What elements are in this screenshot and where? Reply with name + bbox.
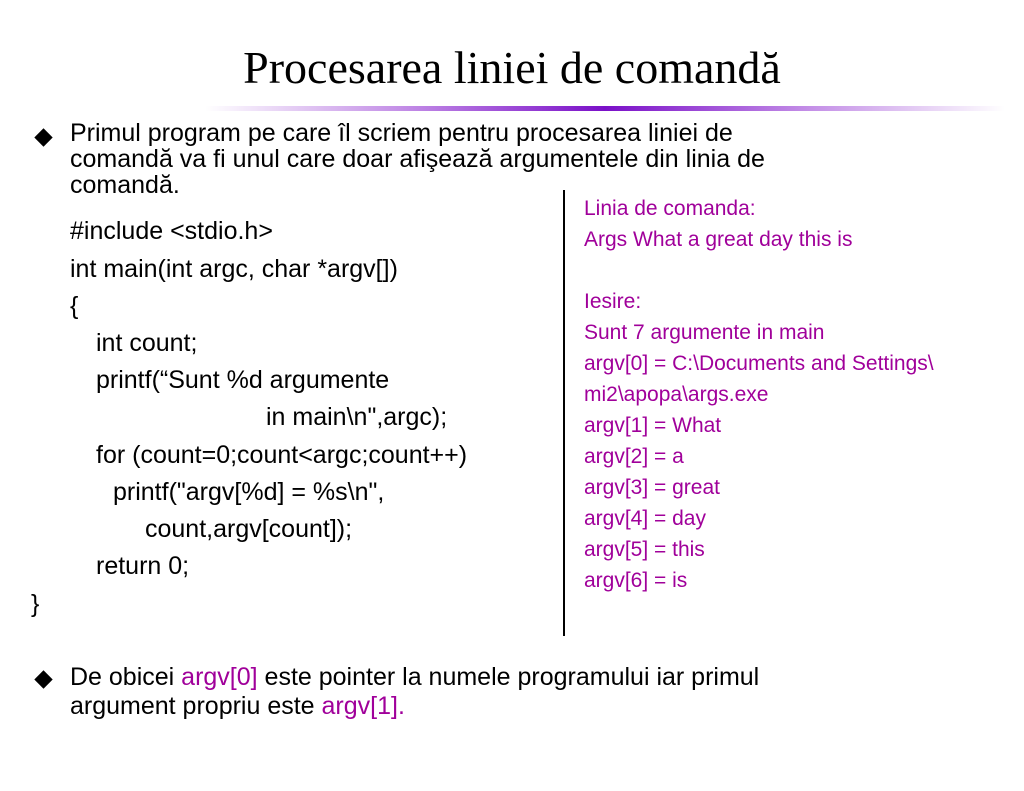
note-line-1 bbox=[70, 664, 759, 691]
code-line: printf("argv[%d] = %s\n", bbox=[113, 478, 385, 506]
note-text: argument propriu este bbox=[70, 692, 322, 720]
intro-line: Primul program pe care îl scriem pentru procesarea liniei de bbox=[70, 119, 733, 147]
code-line: count,argv[count]); bbox=[145, 515, 353, 543]
argv1-highlight: argv[1]. bbox=[321, 692, 405, 720]
argv0-highlight: argv[0] bbox=[181, 663, 258, 691]
program-output bbox=[584, 193, 934, 596]
separator-line bbox=[563, 190, 565, 636]
output-line: argv[3] = great bbox=[584, 476, 720, 499]
output-line: argv[1] = What bbox=[584, 414, 722, 437]
code-line: #include <stdio.h> bbox=[70, 217, 273, 245]
intro-line: comandă va fi unul care doar afişează argumentele din linia de bbox=[70, 145, 765, 173]
output-line: argv[0] = C:\Documents and Settings\ bbox=[584, 352, 934, 375]
slide-title: Procesarea liniei de comandă bbox=[243, 42, 781, 93]
code-line: int count; bbox=[96, 329, 198, 357]
code-line: { bbox=[70, 292, 79, 320]
intro-paragraph bbox=[70, 120, 970, 198]
output-line: Args What a great day this is bbox=[584, 228, 853, 251]
output-line: Linia de comanda: bbox=[584, 197, 756, 220]
output-line: argv[5] = this bbox=[584, 538, 705, 561]
title-divider bbox=[205, 106, 1005, 111]
code-line: for (count=0;count<argc;count++) bbox=[96, 441, 468, 469]
output-line: argv[6] = is bbox=[584, 569, 688, 592]
output-line bbox=[584, 255, 934, 286]
note-text: este pointer la numele programului iar primul bbox=[257, 663, 760, 691]
output-line: Sunt 7 argumente in main bbox=[584, 321, 825, 344]
output-line: Iesire: bbox=[584, 290, 642, 313]
code-line: } bbox=[31, 590, 40, 618]
note-line-2 bbox=[70, 693, 405, 720]
code-line: printf(“Sunt %d argumente bbox=[96, 366, 390, 394]
code-line: int main(int argc, char *argv[]) bbox=[70, 255, 398, 283]
code-line: return 0; bbox=[96, 552, 190, 580]
diamond-bullet-icon bbox=[34, 128, 52, 146]
output-line: mi2\apopa\args.exe bbox=[584, 383, 769, 406]
note-text: De obicei bbox=[70, 663, 182, 691]
output-line: argv[2] = a bbox=[584, 445, 684, 468]
code-line: in main\n",argc); bbox=[266, 403, 448, 431]
intro-line: comandă. bbox=[70, 171, 180, 199]
output-line: argv[4] = day bbox=[584, 507, 706, 530]
diamond-bullet-icon bbox=[34, 670, 52, 688]
